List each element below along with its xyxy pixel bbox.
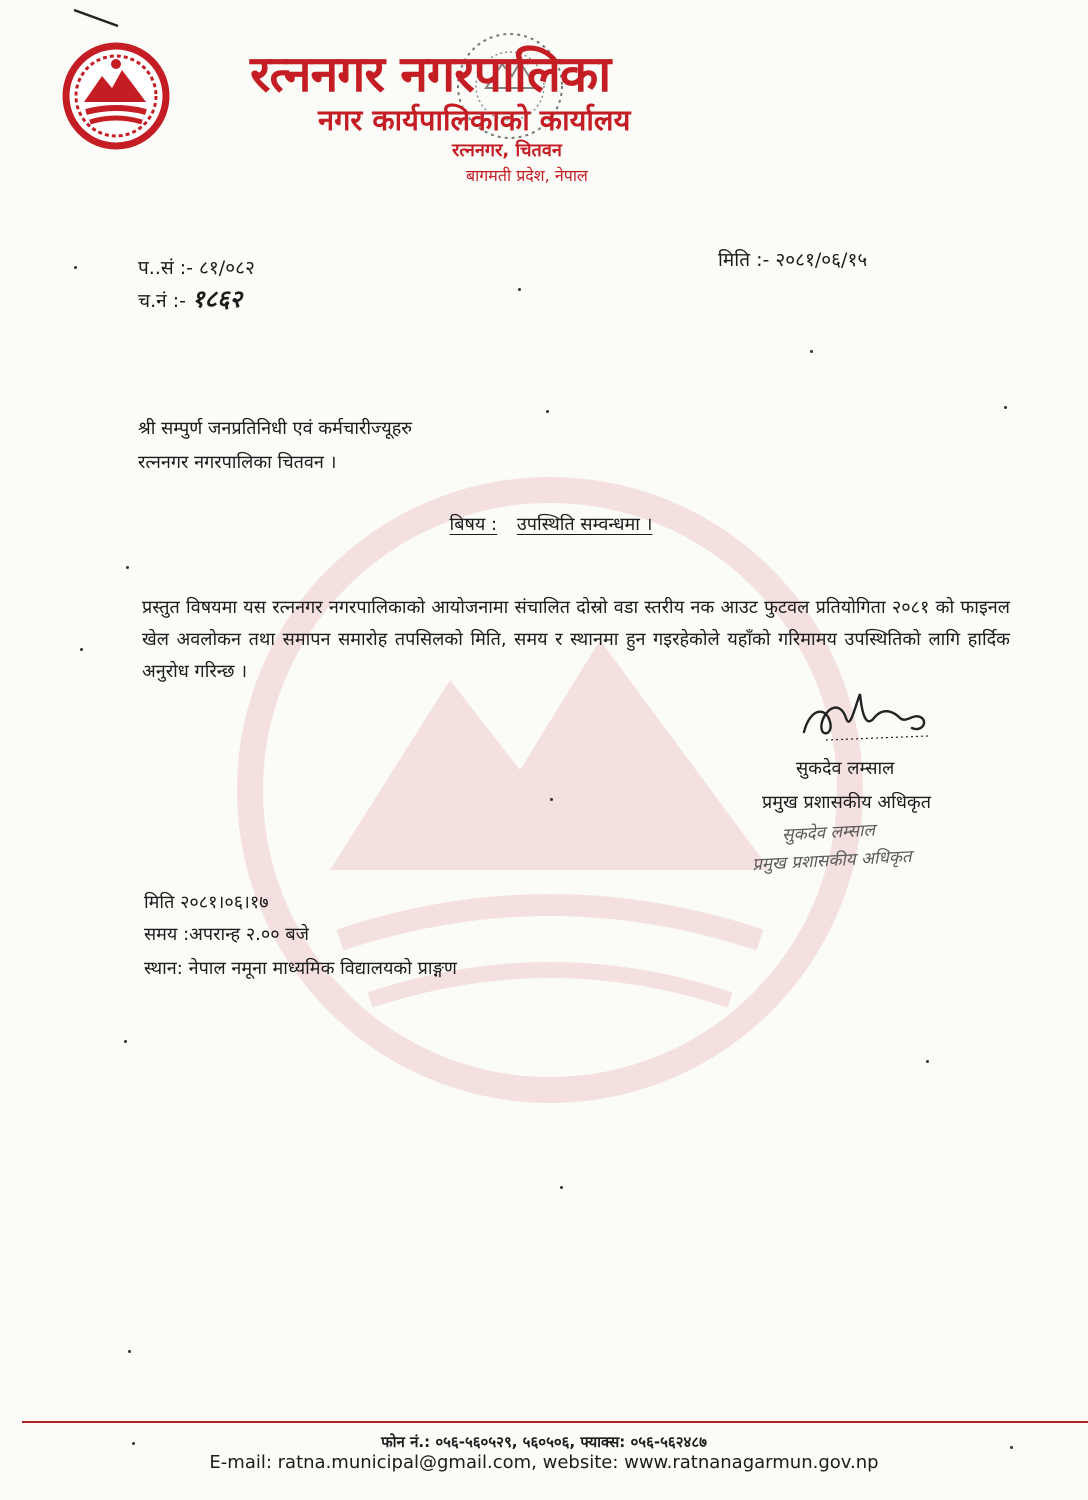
signatory-title: प्रमुख प्रशासकीय अधिकृत [762,792,931,813]
scan-speck [124,1040,127,1043]
letter-body: प्रस्तुत विषयमा यस रत्ननगर नगरपालिकाको आयोजनामा संचालित दोस्रो वडा स्तरीय नक आउट फुटवल प्रतियोगिता २०८१ को फाइनल खेल अवलोकन तथा समापन समारोह तपसिलको मिति, समय र स्थानमा हुन गइरहेकोले यहाँको गरिमामय उपस्थितिको लागि हार्दिक अनुरोध गरिन्छ । [142,597,1010,682]
scan-speck [560,1186,563,1189]
footer-email-website: E-mail: ratna.municipal@gmail.com, website: www.ratnanagarmun.gov.np [209,1452,879,1473]
event-venue: स्थान: नेपाल नमूना माध्यमिक विद्यालयको प्राङ्गण [144,958,457,979]
scan-speck [80,648,83,651]
footer-divider [22,1421,1088,1423]
recipient-line-2: रत्ननगर नगरपालिका चितवन । [138,452,337,473]
municipality-title: रत्ननगर नगरपालिका [250,45,611,103]
handwritten-signature [796,688,940,748]
footer-phone: फोन नं.: ०५६-५६०५२९, ५६०५०६, फ्याक्स: ०५६-५६२४८७ [381,1433,707,1451]
scan-speck [810,350,813,353]
subject-text: उपस्थिति सम्वन्धमा । [516,514,653,535]
subject-line [0,512,1088,536]
scan-speck [74,266,77,269]
scan-speck [546,410,549,413]
scan-speck [518,288,521,291]
scan-speck [1010,1446,1013,1449]
scan-speck [126,566,129,569]
dispatch-number-handwritten: १८६२ [192,284,242,313]
stamp-title: प्रमुख प्रशासकीय अधिकृत [751,846,913,876]
dispatch-number-row [138,282,242,315]
scan-speck [550,798,553,801]
dispatch-label: च.नं :- [138,290,186,312]
office-subtitle: नगर कार्यपालिकाको कार्यालय [318,103,631,137]
subject-label: बिषय : [449,514,498,535]
event-time: समय :अपरान्ह २.०० बजे [144,924,309,945]
reference-number: प..सं :- ८१/०८२ [138,257,255,279]
scan-mark [72,6,120,30]
letter-date: मिति :- २०८१/०६/१५ [718,249,868,271]
scan-speck [128,1350,131,1353]
scan-speck [926,1060,929,1063]
address-line-2: बागमती प्रदेश, नेपाल [466,166,588,185]
recipient-line-1: श्री सम्पुर्ण जनप्रतिनिधी एवं कर्मचारीज्यूहरु [138,418,413,439]
event-date: मिति २०८१।०६।१७ [144,892,269,913]
scan-speck [1004,406,1007,409]
signatory-name: सुकदेव लम्साल [796,758,895,779]
nepal-emblem-icon [62,42,170,150]
address-line-1: रत्ननगर, चितवन [452,140,562,161]
scan-speck [132,1442,135,1445]
stamp-name: सुकदेव लम्साल [781,820,876,846]
